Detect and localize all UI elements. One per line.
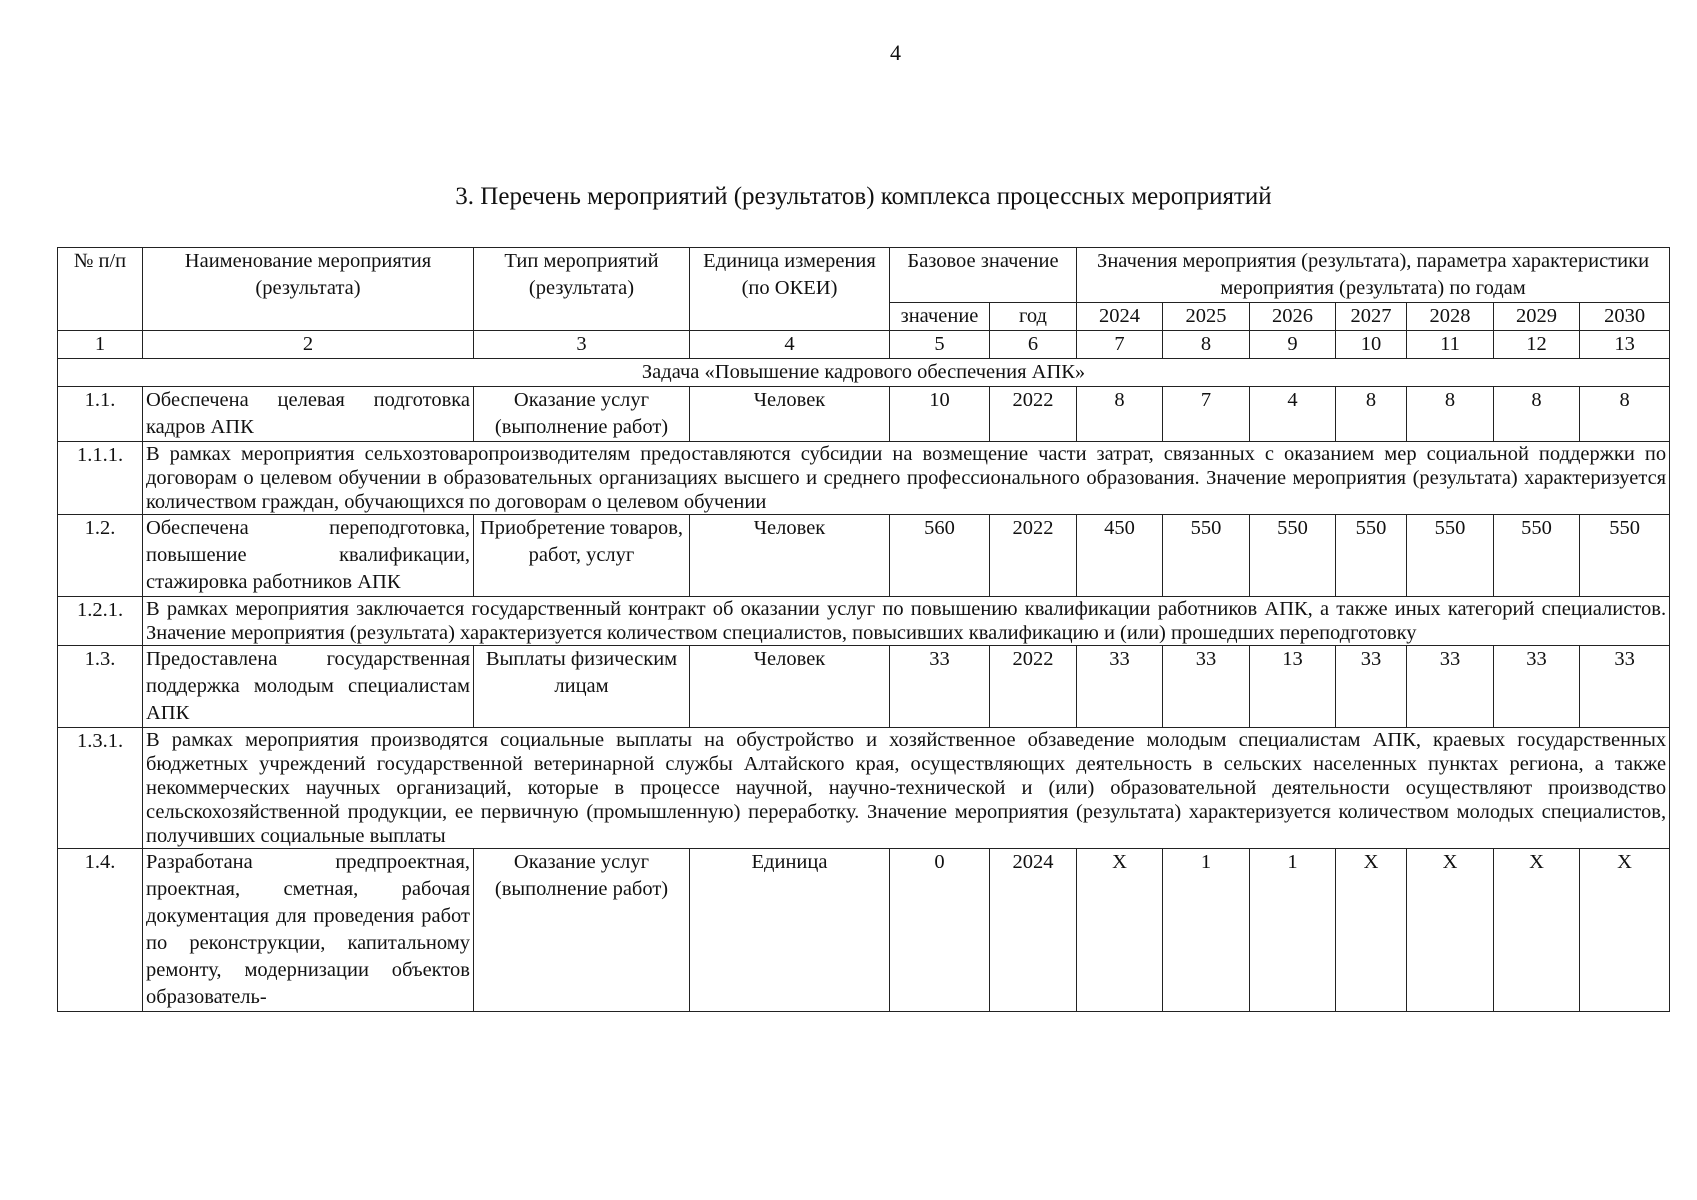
row-value: 550 xyxy=(1494,515,1580,597)
row-value: 13 xyxy=(1250,646,1336,728)
row-value: 4 xyxy=(1250,387,1336,442)
row-base-year: 2022 xyxy=(990,515,1077,597)
table-row xyxy=(58,387,1670,442)
row-value: X xyxy=(1336,849,1407,1012)
column-number: 13 xyxy=(1580,331,1670,359)
row-value: 33 xyxy=(1580,646,1670,728)
header-year: 2025 xyxy=(1163,303,1250,331)
row-value: 550 xyxy=(1250,515,1336,597)
header-year: 2027 xyxy=(1336,303,1407,331)
row-num: 1.1. xyxy=(58,387,143,442)
column-number: 11 xyxy=(1407,331,1494,359)
row-description: В рамках мероприятия заключается государственный контракт об оказании услуг по повышению квалификации работников АПК, а также иных категорий специалистов. Значение мероприятия (результата) характеризуется количеством специалистов, повысивших квалификацию и (или) прошедших переподготовку xyxy=(143,597,1670,646)
description-row xyxy=(58,597,1670,646)
header-base-year: год xyxy=(990,303,1077,331)
row-unit: Человек xyxy=(690,646,890,728)
row-value: 550 xyxy=(1407,515,1494,597)
header-name: Наименование мероприятия (результата) xyxy=(143,248,474,331)
row-value: 8 xyxy=(1407,387,1494,442)
row-value: 450 xyxy=(1077,515,1163,597)
row-unit: Единица xyxy=(690,849,890,1012)
header-base-value: значение xyxy=(890,303,990,331)
column-number-row xyxy=(58,331,1670,359)
row-value: 33 xyxy=(1336,646,1407,728)
header-year: 2030 xyxy=(1580,303,1670,331)
row-description: В рамках мероприятия производятся социальные выплаты на обустройство и хозяйственное обзаведение молодым специалистам АПК, краевых государственных бюджетных учреждений государственной ветеринарной службы Алтайского края, осуществляющих деятельность в сельских населенных пунктах региона, а также некоммерческих научных организаций, которые в процессе научной, научно-технической и (или) образовательной деятельности осуществляют производство сельскохозяйственной продукции, ее первичную (промышленную) переработку. Значение мероприятия (результата) характеризуется количеством молодых специалистов, получивших социальные выплаты xyxy=(143,728,1670,849)
row-num: 1.1.1. xyxy=(58,442,143,515)
description-row xyxy=(58,442,1670,515)
row-unit: Человек xyxy=(690,387,890,442)
row-value: 1 xyxy=(1163,849,1250,1012)
column-number: 3 xyxy=(474,331,690,359)
row-base-year: 2022 xyxy=(990,387,1077,442)
row-num: 1.2. xyxy=(58,515,143,597)
row-description: В рамках мероприятия сельхозтоваропроизводителям предоставляются субсидии на возмещение части затрат, связанных с оказанием мер социальной поддержки по договорам о целевом обучении в образовательных организациях высшего и среднего профессионального образования. Значение мероприятия (результата) характеризуется количеством граждан, обучающихся по договорам о целевом обучении xyxy=(143,442,1670,515)
column-number: 7 xyxy=(1077,331,1163,359)
row-value: 8 xyxy=(1494,387,1580,442)
row-base-value: 10 xyxy=(890,387,990,442)
row-value: X xyxy=(1580,849,1670,1012)
row-value: 33 xyxy=(1494,646,1580,728)
header-type: Тип мероприятий (результата) xyxy=(474,248,690,331)
row-value: 7 xyxy=(1163,387,1250,442)
row-unit: Человек xyxy=(690,515,890,597)
row-name: Предоставлена государственная поддержка молодым специалистам АПК xyxy=(143,646,474,728)
page-number: 4 xyxy=(890,40,901,65)
header-values: Значения мероприятия (результата), параметра характеристики мероприятия (результата) по годам xyxy=(1077,248,1670,303)
row-name: Разработана предпроектная, проектная, сметная, рабочая документация для проведения работ по реконструкции, капитальному ремонту, модернизации объектов образователь- xyxy=(143,849,474,1012)
row-name: Обеспечена целевая подготовка кадров АПК xyxy=(143,387,474,442)
row-name: Обеспечена переподготовка, повышение квалификации, стажировка работников АПК xyxy=(143,515,474,597)
task-title: Задача «Повышение кадрового обеспечения АПК» xyxy=(58,359,1670,387)
table-row xyxy=(58,646,1670,728)
column-number: 10 xyxy=(1336,331,1407,359)
header-year: 2029 xyxy=(1494,303,1580,331)
row-num: 1.3.1. xyxy=(58,728,143,849)
column-number: 2 xyxy=(143,331,474,359)
row-value: 8 xyxy=(1336,387,1407,442)
header-num: № п/п xyxy=(58,248,143,331)
measures-table xyxy=(57,247,1670,1012)
row-base-year: 2024 xyxy=(990,849,1077,1012)
row-value: 1 xyxy=(1250,849,1336,1012)
header-unit: Единица измерения (по ОКЕИ) xyxy=(690,248,890,331)
row-value: 33 xyxy=(1407,646,1494,728)
table-row xyxy=(58,849,1670,1012)
task-row xyxy=(58,359,1670,387)
header-year: 2028 xyxy=(1407,303,1494,331)
column-number: 8 xyxy=(1163,331,1250,359)
row-base-value: 560 xyxy=(890,515,990,597)
column-number: 9 xyxy=(1250,331,1336,359)
row-num: 1.2.1. xyxy=(58,597,143,646)
row-value: 550 xyxy=(1163,515,1250,597)
column-number: 1 xyxy=(58,331,143,359)
row-num: 1.4. xyxy=(58,849,143,1012)
row-value: 550 xyxy=(1336,515,1407,597)
row-value: X xyxy=(1494,849,1580,1012)
description-row xyxy=(58,728,1670,849)
row-value: X xyxy=(1077,849,1163,1012)
row-type: Оказание услуг (выполнение работ) xyxy=(474,849,690,1012)
column-number: 12 xyxy=(1494,331,1580,359)
column-number: 5 xyxy=(890,331,990,359)
row-base-year: 2022 xyxy=(990,646,1077,728)
header-year: 2024 xyxy=(1077,303,1163,331)
header-year: 2026 xyxy=(1250,303,1336,331)
table-row xyxy=(58,515,1670,597)
document-title: 3. Перечень мероприятий (результатов) комплекса процессных мероприятий xyxy=(455,183,1272,210)
row-value: 33 xyxy=(1163,646,1250,728)
row-value: X xyxy=(1407,849,1494,1012)
row-base-value: 0 xyxy=(890,849,990,1012)
row-type: Оказание услуг (выполнение работ) xyxy=(474,387,690,442)
row-value: 33 xyxy=(1077,646,1163,728)
row-type: Приобретение товаров, работ, услуг xyxy=(474,515,690,597)
row-value: 550 xyxy=(1580,515,1670,597)
column-number: 4 xyxy=(690,331,890,359)
row-value: 8 xyxy=(1580,387,1670,442)
header-base: Базовое значение xyxy=(890,248,1077,303)
column-number: 6 xyxy=(990,331,1077,359)
row-base-value: 33 xyxy=(890,646,990,728)
row-value: 8 xyxy=(1077,387,1163,442)
row-num: 1.3. xyxy=(58,646,143,728)
row-type: Выплаты физическим лицам xyxy=(474,646,690,728)
